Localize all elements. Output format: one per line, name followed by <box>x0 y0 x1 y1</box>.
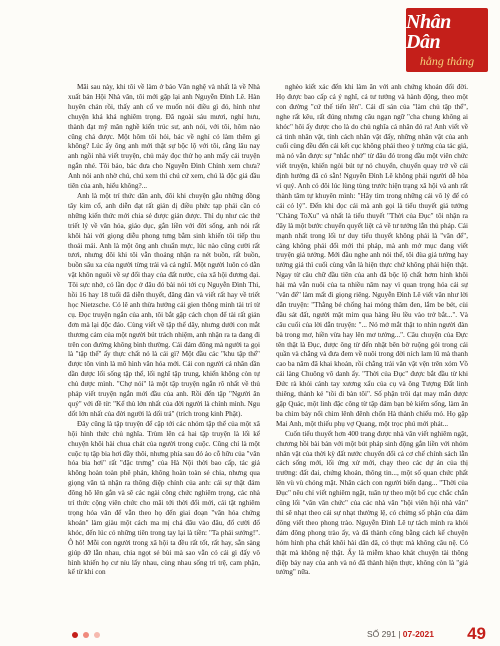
masthead-title: Nhân Dân <box>406 11 451 53</box>
paragraph: Anh là một trí thức dân anh, đôi khi chuyện gẫu những đồng tây kim cổ, anh diễn đạt rất giản dị điều phức tạp phải cần có những kiến thức mới chia sẻ được giản được. Thì dụ như các thứ triết lý về văn hóa, giáo dục, gắn liền với đời sống, anh nói rất khôi hài với giọng diễu phong tưng bằm sinh khiến tôi tiếp thu thoải mái. Anh là một ông anh chuẩn mực, lúc nào cũng cười rất tươi, nhưng đôi khi tôi vẫn thoáng nhận ra nét buồn, rất buồn, buồn sâu xa của người từng trải và cả nghĩ. Một người luôn có dằn vặt khôn nguôi về sự đổi thay của đất nước, của xã hội đương đại. Tôi sực nhớ, có lần đọc ở đâu đó bài nói tới cụ Nguyễn Đình Thi, hồi 16 hay 18 tuổi đã diễn thuyết, đăng đàn và viết rất hay về triết học Nietzsche. Có lẽ anh thừa hưởng cái gien thông minh tài trí từ cụ. Đọc truyện ngắn của anh, tôi bắt gặp cách chọn để tài rất giản đơn mà lại độc đáo. Cùng viết về tập thể dây, nhưng dưới con mắt thương cảm của một người bút trách nhiệm, anh nhận ra ta đang đi trên con đường không bình thường. Cái đám đông mà người ta gọi là "tập thể" ấy thực chất nó là cái gì? Một đầu các "khu tập thể" được tôn vinh là mô hình văn hóa mới. Cái con người cá nhân dần dần được lối sống tập thể, lối nghĩ tập trung, khiến không còn tự chủ được mình. "Chợ nói" là một tập truyện ngắn rõ nhất về thủ pháp viết truyện ngắn mới đầu của anh. Rồi đến tập "Người ăn quý" với đề từ: "Kể thù lớn nhất của đời người là chính mình. Ngu dốt lớn nhất của đời người là dối trá" (trích trong kinh Phật). <box>68 191 260 418</box>
page-number: 49 <box>467 624 486 643</box>
paragraph: nghèo kiết xác đến khi làm ăn với anh chứng khoán đổi đời. Họ được bao cấp cả ý nghĩ, cả tư tưởng và hành động, theo một con đường "cứ thế tiến lên". Cái dĩ sán của "làm chủ tập thể", nghe rất kêu, rất đúng nhưng câu ngạn ngữ "cha chung không ai khóc" hôi ấy được cho là do chủ nghĩa cá nhân đó ra! Anh viết về cả tinh nhân vật, tính cách nhân vật đấy, những nhân vật của anh cuối cùng đều đến cái kết cục không phải theo ý tưởng của tác giả, mà nó vẫn được sự "nhắc nhở" từ đâu đó trong đầu một viên chức viết truyện, khiến ngòi bút tự nó chuyển, chuyển quay trở về cái định hướng đã có sẵn! Nguyễn Đình Lê không phải người dễ hòa vì quý. Anh có đôi lúc lùng tùng trước hiện trạng xã hội và anh rất thành tâm tự khuyên mình: "Hãy tìm trong những cái vô lý để có cái có lý". Đến khi đọc cái mà anh gọi là tiểu thuyết giả tưởng "Chàng ToXu" và nhất là tiểu thuyết "Thời của Đục" tôi nhận ra đây là một bước chuyển quyết liệt cả về tư tưởng lẫn thủ pháp. Cái mạnh nhất trong lối tư duy tiểu thuyết không phải là "văn để", càng không phải đổi mới thi pháp, mà anh mở mục đang viết truyện giả tưởng. Mới đầu nghe anh nói thế, tôi đùa giả tưởng hay tưởng giả thì cuối cùng vẫn là hiện thực chứ không phải hiện thật. Ngay từ câu chữ đầu tiên của anh đã bộc lộ chất hơm hỉnh khôi hài mà vẫn nuôi của ta nhiều năm nay vì quan trọng hóa cái sự "văn để" làm mất đi giọng riêng. Nguyễn Đình Lê viết văn như lời dẫn truyện: "Thằng bé chống hai móng thăm đen, lắm be bét, cùi đầu sát đất, người mặt mỉm qua hàng lều lều vào trở bắt...". Và câu cuối của lời dẫn truyện: "... Nó mở mắt thật to nhìn người đàn bà trong mơ, hiền vừa hay lên mơ tưởng...". Câu chuyện của Đực tên thật là Đục, được ông từ đến nhặt bên bờ ruộng gói trong cái quần và chẳng và đưa đem về nuôi trong đời ních lam lũ mà thanh cao ba năm đã khai khoản, rồi chẳng trải văn vật vện trên xóm Vồ cái làng Chuông vô danh ấy. "Thời của Đục" được bắt đầu từ khi Đức rà khỏi cánh tay xương xẩu của cụ và ông Tượng Đất linh thiêng, thành kẻ "tồi đi bàn tôi". Số phận trôi dạt may mắn được gặp Quác, một linh đặc công từ tập đám bạn bè kiếm sống, làm ăn ba chìm bảy nổi chìm lênh đênh chốn Hà thành chiếu mó. Họ gặp Mai Anh, một thiếu phụ vợ Quang, một trọc phú mới phát... <box>276 83 468 428</box>
dot-icon <box>72 632 78 638</box>
masthead-logo <box>406 8 488 72</box>
page-footer <box>0 624 500 643</box>
right-column <box>276 83 468 589</box>
dot-icon <box>83 632 89 638</box>
decorative-dots <box>72 630 100 640</box>
masthead-subtitle: hằng tháng <box>419 54 475 68</box>
paragraph: Đây cũng là tập truyện để cập tới các nhóm tập thể của một xã hội hình thức chủ nghĩa. Trùm lên cả hai tập truyện là lối kể chuyện khôi hài chua chát của người trong cuộc. Cũng chỉ là một cuộc tụ tập bia hơi đầy thôi, nhưng phía sau đó ảo cỗ hữu của "văn hóa bia hơi" rất "đặc trưng" của Hà Nội thời bao cấp, tác giả không hoàn toàn phê phán, không hoàn toàn sẻ chia, nhưng qua giọng văn tà nhận ra thông điệp chính của anh: cái sự thật đám đông hô lên gắn và sẽ các ngài công chức nghiêm trọng, các nhà trí thức cộng viên chức cho mãi tới thời đổi mới, cái tật nghiêm trọng hóa văn để vẫn theo họ đến giai đoạn "văn hóa chứng khoán" làm giàu một cách ma mị chả đâu vào đâu, đổ cười đổ khóc, đến lúc có những tiên trong tay lại là tiền: "Ta phải sướng!". Ô hô! Mỗi con người trong xã hội ta đều rất tốt, rất hay, sẵn sàng giúp đỡ lẫn nhau, chia ngọt sẻ bùi mà sao vẫn có cái gì đấy vô hình khiến họ cư nỉu lấy nhau, cùng nhau sống trì trệ, cam phận, kể từ khi con <box>68 419 260 577</box>
issue-label <box>367 629 434 639</box>
paragraph: Cuốn tiểu thuyết hơn 400 trang được nhà văn viết nghiêm ngặt, chương hồi bài bản với một bút pháp sinh động gắn liền với nhóm nhân vật của thời kỳ đất nước chuyển đổi cả cơ chế chính sách lẫn cách sống mới, lối ứng xử mới, chạy theo các dự án của thị trường: đất đai, chứng khoán, thông tin..., một số quan chức phất lên vù vù chóng mặt. Nhân cách con người biến dạng... "Thời của Đục" nêu chỉ viết nghiêm ngặt, tuân tự theo một bố cục chắc chắn cũng lối "văn văn chức" của các nhà văn "hội viên hội nhà văn" thì sẽ nhạt theo cái sự nhạt thường lệ, có chừng số phận của đám đông viết theo phong trào. Nguyễn Đình Lê tự tách mình ra khỏi đám đông phong trào ấy, và đã thành công bằng cách kể chuyện hóm hỉnh pha chất khôi hài dân dã, có thực mà không câu nệ. Có thật mà không nệ thật. Ấy là miễm khao khát chuyện tài thông điệp bảy nay của anh và nó đã thành hiện thực, không còn là "giả tưởng" nữa. <box>276 429 468 577</box>
left-column <box>68 83 260 589</box>
dot-icon <box>94 632 100 638</box>
article-body <box>68 83 468 589</box>
paragraph: Mãi sau này, khi tôi về làm ở báo Văn nghệ và nhất là về Nhà xuất bản Hội Nhà văn, tôi mới gặp lại anh Nguyễn Đình Lê. Hàn huyên chán rồi, thấy anh cố ve muốn nói điều gì đó, hình như chuyện khá khá nghiêm trọng. Đã ngoài sáu mươi, nghỉ hưu, thành đạt mỹ mãn nghề kiến trúc sư, anh nói, với tôi, hôm nào cũng chả được. Một hôm tôi hỏi, bác về nghỉ có làm thêm gì không? Lúc ấy ông anh mới thật sự bộc lộ với tôi, rằng lâu nay anh ngồi nhà viết truyện, chủ máy đọc thử họ anh mấy cái truyện ngắn nhé. Tôi bảo, bác đưa cho Nguyễn Đình Chính xem chưa? Anh nói anh nhờ chú, chú xem thì chú cứ xem, chú là độc giả đầu tiên của anh, hiểu không?... <box>68 83 260 191</box>
issue-prefix: SỐ 291 | <box>367 629 401 639</box>
issue-date: 07-2021 <box>402 629 434 639</box>
